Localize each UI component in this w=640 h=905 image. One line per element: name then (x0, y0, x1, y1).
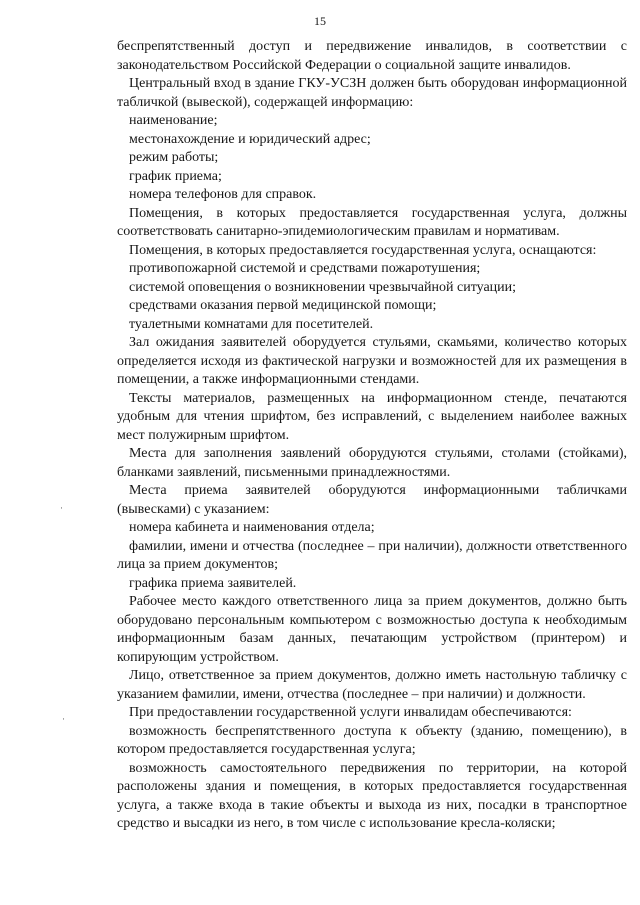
paragraph: Тексты материалов, размещенных на информационном стенде, печатаются удобным для чтения шрифтом, без исправлений, с выделением наиболее важных мест полужирным шрифтом. (117, 390, 627, 443)
paragraph: фамилии, имени и отчества (последнее – при наличии), должности ответственного лица за прием документов; (117, 538, 627, 572)
page-number: 15 (314, 14, 326, 28)
paragraph: Места приема заявителей оборудуются информационными табличками (вывесками) с указанием: (117, 483, 627, 517)
list-item: противопожарной системой и средствами пожаротушения; (129, 261, 481, 276)
list-item: наименование; (129, 113, 218, 128)
list-item: средствами оказания первой медицинской помощи; (129, 298, 437, 313)
list-item: номера кабинета и наименования отдела; (129, 520, 375, 535)
list-item: график приема; (129, 168, 222, 184)
paragraph: Места для заполнения заявлений оборудуются стульями, столами (стойками), бланками заявлений, письменными принадлежностями. (117, 446, 627, 480)
list-item: При предоставлении государственной услуги инвалидам обеспечиваются: (129, 705, 572, 720)
list-item: номера телефонов для справок. (129, 187, 317, 202)
list-item: режим работы; (129, 150, 219, 165)
list-item: системой оповещения о возникновении чрезвычайной ситуации; (129, 279, 517, 295)
paragraph: возможность беспрепятственного доступа к объекту (зданию, помещению), в котором предоставляется государственная услуга; (117, 723, 627, 757)
paragraph: Зал ожидания заявителей оборудуется стульями, скамьями, количество которых определяется исходя из фактической нагрузки и возможностей для их размещения в помещении, а также информационными стендами. (117, 335, 627, 387)
paragraph: возможность самостоятельного передвижения по территории, на которой расположены здания и помещения, в которых предоставляется государственная услуга, а также входа в такие объекты и выхода из них, посадки в транспортное средство и высадки из него, в том числе с использование кресла-коляски; (117, 760, 627, 831)
margin-mark: · (62, 714, 65, 724)
paragraph: беспрепятственный доступ и передвижение инвалидов, в соответствии с законодательством Российской Федерации о социальной защите инвалидов. (117, 39, 627, 73)
paragraph: Рабочее место каждого ответственного лица за прием документов, должно быть оборудовано персональным компьютером с возможностью доступа к необходимым информационным базам данных, печатающим устройством (принтером) и копирующим устройством. (117, 594, 627, 665)
margin-mark: · (60, 503, 63, 513)
list-item: графика приема заявителей. (129, 575, 297, 591)
paragraph: Помещения, в которых предоставляется государственная услуга, должны соответствовать санитарно-эпидемиологическим правилам и нормативам. (117, 205, 627, 239)
document-body (117, 38, 627, 834)
paragraph: Помещения, в которых предоставляется государственная услуга, оснащаются: (129, 242, 597, 258)
paragraph: Лицо, ответственное за прием документов, должно иметь настольную табличку с указанием фамилии, имени, отчества (последнее – при наличии) и должности. (117, 668, 627, 702)
paragraph: Центральный вход в здание ГКУ-УСЗН должен быть оборудован информационной табличкой (вывеской), содержащей информацию: (117, 76, 627, 110)
list-item: местонахождение и юридический адрес; (129, 131, 371, 147)
list-item: туалетными комнатами для посетителей. (129, 316, 374, 332)
